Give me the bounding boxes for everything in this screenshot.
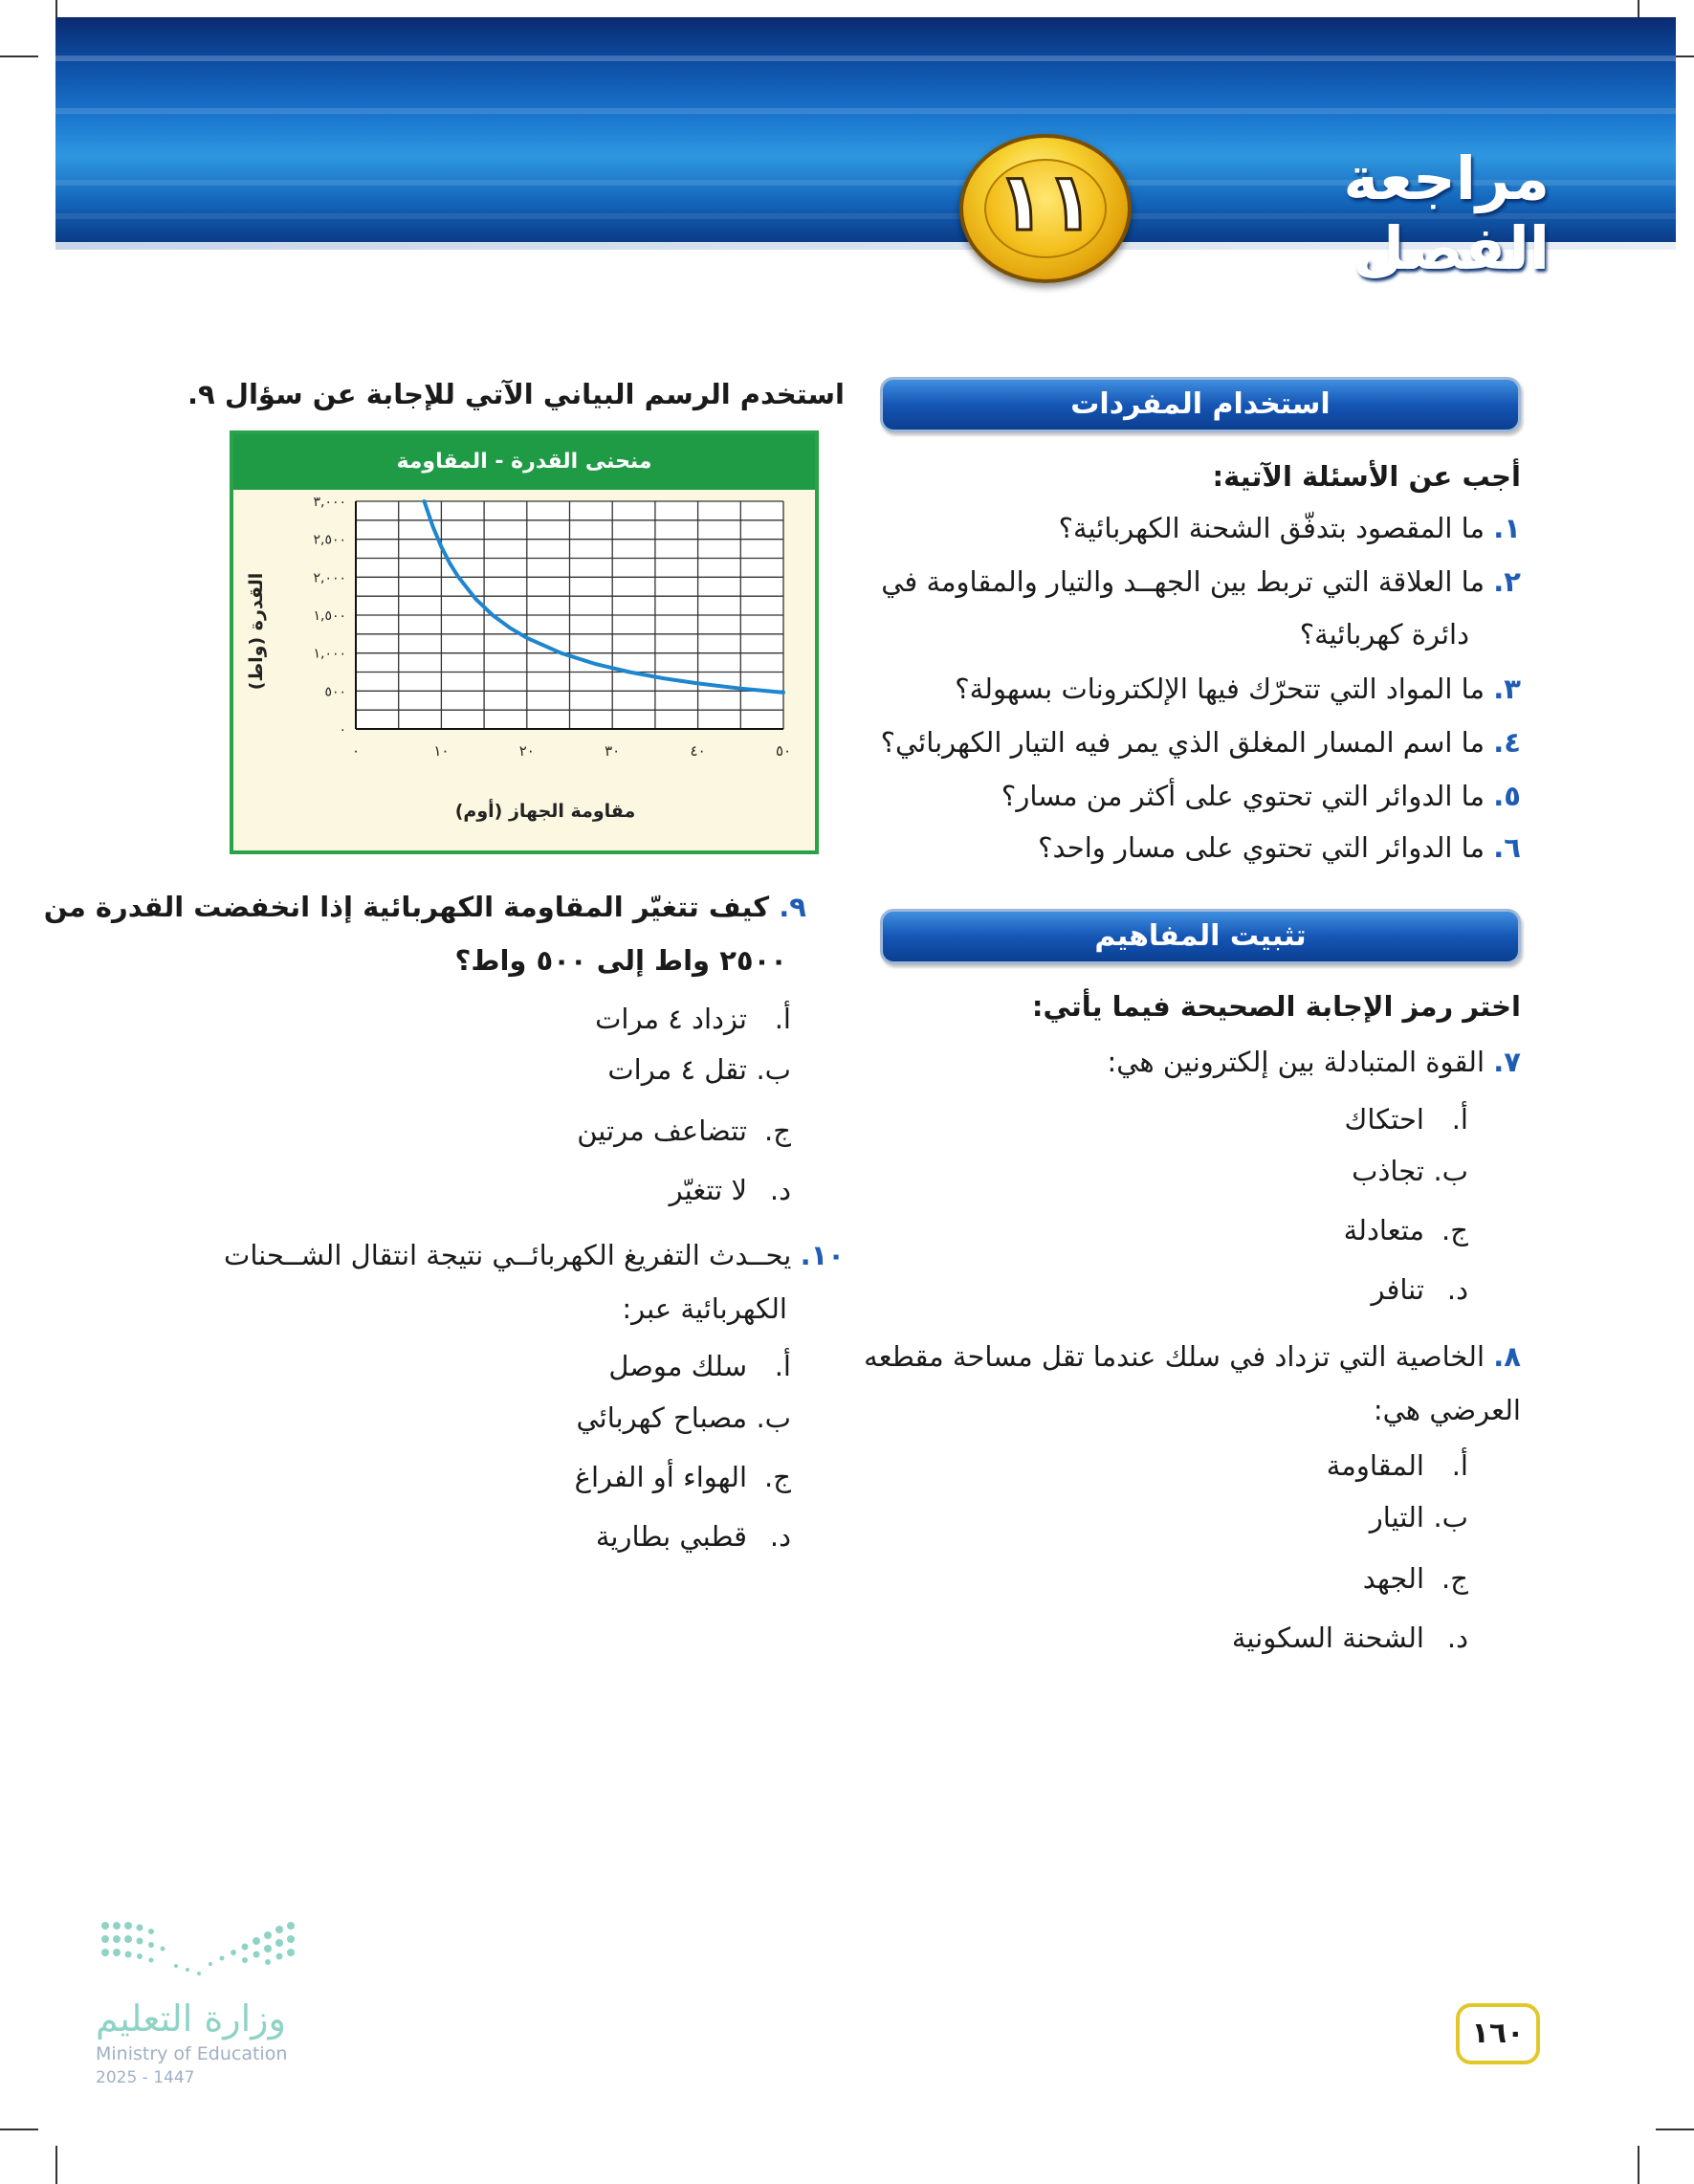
question-text: الخاصية التي تزداد في سلك عندما تقل مساحة مقطعه bbox=[864, 1340, 1485, 1373]
crop-mark bbox=[0, 55, 38, 57]
crop-mark bbox=[1638, 2146, 1639, 2184]
option-10b bbox=[576, 1399, 791, 1437]
chart-y-tick-label: ٠ bbox=[339, 722, 346, 738]
option-text: تقل ٤ مرات bbox=[607, 1053, 747, 1086]
chart-x-axis-label: مقاومة الجهاز (أوم) bbox=[454, 801, 636, 822]
chart-frame bbox=[230, 430, 819, 854]
question-text: ما المقصود بتدفّق الشحنة الكهربائية؟ bbox=[1058, 512, 1485, 544]
crop-mark bbox=[1656, 2129, 1694, 2130]
chart-y-tick-label: ٢,٥٠٠ bbox=[313, 532, 346, 548]
option-text: لا تتغيّر bbox=[669, 1174, 747, 1206]
option-letter: د. bbox=[1446, 1273, 1468, 1306]
chapter-number-badge bbox=[959, 134, 1132, 283]
question-number: ٦. bbox=[1493, 831, 1521, 864]
section-header-concepts: تثبيت المفاهيم bbox=[880, 909, 1521, 964]
option-letter: ب. bbox=[756, 1053, 791, 1086]
chart-y-tick-label: ١,٠٠٠ bbox=[313, 646, 346, 662]
option-letter: ج. bbox=[1441, 1214, 1468, 1246]
chart-x-tick-label: ٤٠ bbox=[690, 742, 706, 760]
chart-x-tick-label: ١٠ bbox=[433, 742, 450, 760]
chart-y-axis-label: القدرة (واط) bbox=[246, 572, 267, 691]
option-8a bbox=[1327, 1446, 1468, 1485]
graph-instruction: استخدم الرسم البياني الآتي للإجابة عن سؤال ٩. bbox=[187, 378, 845, 410]
option-letter: ج. bbox=[1441, 1562, 1468, 1595]
option-8d bbox=[1232, 1619, 1468, 1657]
concepts-instruction: اختر رمز الإجابة الصحيحة فيما يأتي: bbox=[1031, 990, 1521, 1023]
question-2-continued: دائرة كهربائية؟ bbox=[1299, 618, 1469, 651]
chart-x-tick-label: ٢٠ bbox=[518, 742, 535, 760]
question-text: ما الدوائر التي تحتوي على أكثر من مسار؟ bbox=[1001, 780, 1485, 812]
question-text: القوة المتبادلة بين إلكترونين هي: bbox=[1107, 1046, 1485, 1078]
question-number: ٨. bbox=[1493, 1340, 1521, 1373]
option-9a bbox=[595, 1000, 791, 1038]
option-letter: أ. bbox=[1451, 1103, 1468, 1136]
question-9-continued: ٢٥٠٠ واط إلى ٥٠٠ واط؟ bbox=[454, 944, 787, 977]
option-letter: ب. bbox=[1433, 1155, 1468, 1187]
question-number: ١٠. bbox=[800, 1239, 845, 1271]
question-number: ٥. bbox=[1493, 780, 1521, 812]
chart-y-tick-label: ٢,٠٠٠ bbox=[313, 570, 346, 586]
option-letter: أ. bbox=[774, 1350, 791, 1382]
option-7a bbox=[1345, 1100, 1469, 1138]
question-5 bbox=[1001, 777, 1521, 815]
question-9 bbox=[44, 888, 806, 926]
ministry-name-arabic: وزارة التعليم bbox=[96, 1997, 286, 2040]
question-6 bbox=[1038, 828, 1521, 867]
question-10-continued: الكهربائية عبر: bbox=[622, 1292, 787, 1325]
power-resistance-chart bbox=[233, 490, 815, 850]
question-number: ٩. bbox=[779, 891, 806, 923]
chart-x-tick-label: ٣٠ bbox=[605, 742, 621, 760]
option-text: سلك موصل bbox=[608, 1350, 747, 1382]
question-number: ٣. bbox=[1493, 673, 1521, 705]
option-letter: ج. bbox=[764, 1114, 791, 1147]
option-text: قطبي بطارية bbox=[595, 1520, 747, 1553]
question-4 bbox=[881, 723, 1521, 761]
question-text: يحــدث التفريغ الكهربائــي نتيجة انتقال الشــحنات bbox=[224, 1239, 792, 1271]
option-7d bbox=[1371, 1270, 1468, 1309]
option-letter: أ. bbox=[774, 1003, 791, 1035]
chart-x-tick-label: ٥٠ bbox=[775, 742, 792, 760]
question-7 bbox=[1107, 1043, 1521, 1081]
option-7b bbox=[1352, 1152, 1468, 1190]
question-text: ما المواد التي تتحرّك فيها الإلكترونات بسهولة؟ bbox=[955, 673, 1485, 705]
ministry-logo-dots bbox=[96, 1916, 306, 1991]
chart-y-tick-label: ٣,٠٠٠ bbox=[313, 495, 346, 510]
vocab-instruction: أجب عن الأسئلة الآتية: bbox=[1212, 460, 1521, 493]
crop-mark bbox=[0, 2129, 38, 2130]
option-8b bbox=[1370, 1498, 1468, 1536]
option-text: تتضاعف مرتين bbox=[577, 1114, 747, 1147]
option-9b bbox=[607, 1050, 791, 1089]
question-1 bbox=[1059, 509, 1521, 547]
question-8-continued: العرضي هي: bbox=[1373, 1394, 1521, 1426]
option-text: الهواء أو الفراغ bbox=[574, 1461, 747, 1493]
option-text: مصباح كهربائي bbox=[576, 1401, 747, 1434]
question-number: ٧. bbox=[1493, 1046, 1521, 1078]
question-text: كيف تتغيّر المقاومة الكهربائية إذا انخفضت القدرة من bbox=[43, 891, 770, 923]
ministry-year: 2025 - 1447 bbox=[96, 2068, 195, 2087]
chart-title: منحنى القدرة - المقاومة bbox=[233, 434, 815, 490]
question-10 bbox=[224, 1236, 845, 1274]
option-letter: د. bbox=[1446, 1621, 1468, 1654]
option-letter: ب. bbox=[1433, 1501, 1468, 1533]
question-2 bbox=[881, 563, 1521, 601]
question-text: ما الدوائر التي تحتوي على مسار واحد؟ bbox=[1038, 831, 1485, 864]
question-number: ٢. bbox=[1493, 565, 1521, 598]
section-header-vocab: استخدام المفردات bbox=[880, 377, 1521, 432]
crop-mark bbox=[55, 2146, 57, 2184]
option-text: الجهد bbox=[1362, 1562, 1424, 1595]
chart-x-tick-label: ٠ bbox=[351, 742, 361, 760]
chart-y-tick-label: ٥٠٠ bbox=[324, 684, 346, 700]
option-text: تجاذب bbox=[1352, 1155, 1424, 1187]
option-10a bbox=[608, 1347, 791, 1385]
option-9d bbox=[670, 1171, 791, 1209]
chapter-number: ١١ bbox=[996, 155, 1095, 249]
option-8c bbox=[1363, 1559, 1468, 1598]
option-text: تزداد ٤ مرات bbox=[595, 1003, 747, 1035]
option-10c bbox=[575, 1458, 791, 1496]
question-8 bbox=[864, 1337, 1521, 1376]
chart-y-tick-label: ١,٥٠٠ bbox=[313, 608, 346, 624]
option-text: احتكاك bbox=[1344, 1103, 1424, 1136]
chapter-title: مراجعة الفصل bbox=[1343, 143, 1550, 283]
option-letter: أ. bbox=[1451, 1449, 1468, 1482]
option-10d bbox=[596, 1517, 791, 1555]
option-letter: د. bbox=[769, 1174, 791, 1206]
option-text: التيار bbox=[1369, 1501, 1424, 1533]
option-7c bbox=[1344, 1211, 1468, 1249]
chart-grid bbox=[356, 501, 783, 729]
question-text: ما اسم المسار المغلق الذي يمر فيه التيار الكهربائي؟ bbox=[880, 726, 1485, 759]
option-text: متعادلة bbox=[1343, 1214, 1424, 1246]
question-text: ما العلاقة التي تربط بين الجهــد والتيار والمقاومة في bbox=[881, 565, 1485, 598]
option-letter: د. bbox=[769, 1520, 791, 1553]
question-3 bbox=[955, 670, 1521, 708]
question-number: ٤. bbox=[1493, 726, 1521, 759]
option-text: الشحنة السكونية bbox=[1231, 1621, 1424, 1654]
option-letter: ج. bbox=[764, 1461, 791, 1493]
option-9c bbox=[577, 1112, 791, 1150]
question-number: ١. bbox=[1493, 512, 1521, 544]
option-text: المقاومة bbox=[1326, 1449, 1424, 1482]
option-text: تنافر bbox=[1371, 1273, 1424, 1306]
option-letter: ب. bbox=[756, 1401, 791, 1434]
ministry-name-english: Ministry of Education bbox=[96, 2043, 288, 2064]
page-number: ١٦٠ bbox=[1456, 2003, 1540, 2064]
